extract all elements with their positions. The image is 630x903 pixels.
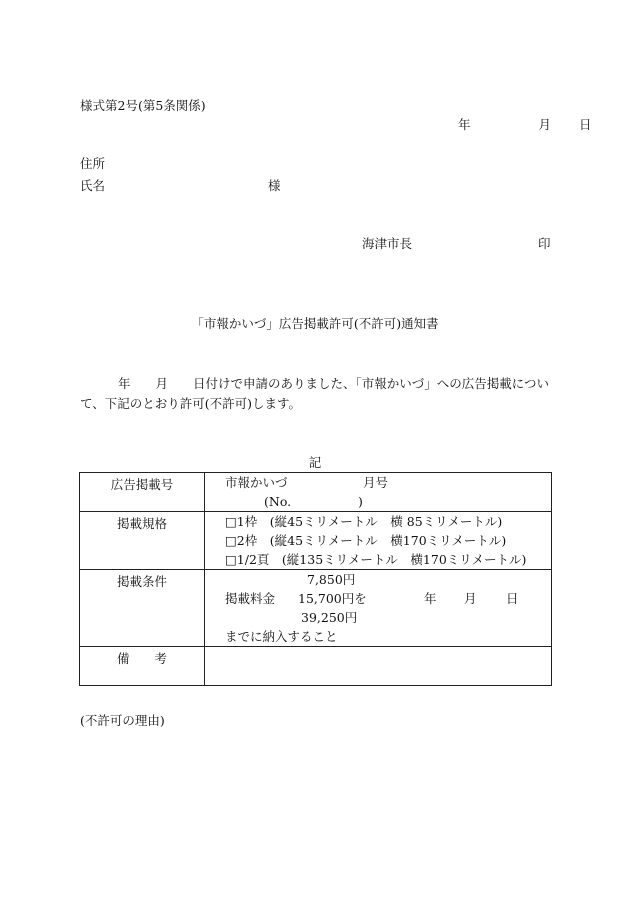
document-title: 「市報かいづ」広告掲載許可(不許可)通知書 [191,316,439,331]
issue-publication: 市報かいづ [225,475,288,490]
remarks-value [205,647,552,686]
size-option: □2枠 (縦45ミリメートル 横170ミリメートル) [225,533,507,548]
form-number: 様式第2号(第5条関係) [80,98,206,113]
table-row [80,473,552,512]
table-row [80,512,552,570]
issue-number-close: ) [358,494,363,509]
due-day: 日 [506,591,519,606]
row-label [80,647,205,686]
table-row [80,647,552,686]
body-sentence: 年 月 日付けで申請のありました、「市報かいづ」への広告掲載について、下記のとおり許可(不許可)します。 [80,376,550,411]
due-year: 年 [424,591,437,606]
details-table [79,472,552,686]
size-option: □1枠 (縦45ミリメートル 横 85ミリメートル) [225,514,503,529]
date-month: 月 [538,117,552,132]
seal-mark: 印 [538,236,551,251]
price-option: 15,700円を [298,591,367,606]
date-day: 日 [579,117,592,132]
honorific: 様 [268,178,281,193]
price-option: 7,850円 [307,572,356,587]
price-option: 39,250円 [301,610,358,625]
issue-month: 月号 [363,475,389,490]
issue-label: 広告掲載号 [110,477,174,492]
issue-value [205,473,552,512]
ki-heading: 記 [308,455,322,470]
table-row [80,570,552,647]
size-option: □1/2頁 (縦135ミリメートル 横170ミリメートル) [225,552,527,567]
size-options [205,512,552,570]
fee-label: 掲載料金 [225,591,276,606]
payment-note: までに納入すること [225,629,338,644]
due-month: 月 [464,591,477,606]
size-label: 掲載規格 [116,516,167,531]
conditions-label: 掲載条件 [116,574,167,589]
issue-number-open: (No. [264,494,292,509]
remarks-label: 備 考 [116,651,167,666]
issuer-title: 海津市長 [362,236,413,251]
conditions-value [205,570,552,647]
name-label: 氏名 [80,178,106,193]
row-label [80,570,205,647]
date-year: 年 [458,117,471,132]
address-label: 住所 [80,156,106,171]
issue-date [458,117,592,133]
body-text [80,374,552,414]
row-label [80,473,205,512]
row-label [80,512,205,570]
reason-label: (不許可の理由) [80,713,165,728]
